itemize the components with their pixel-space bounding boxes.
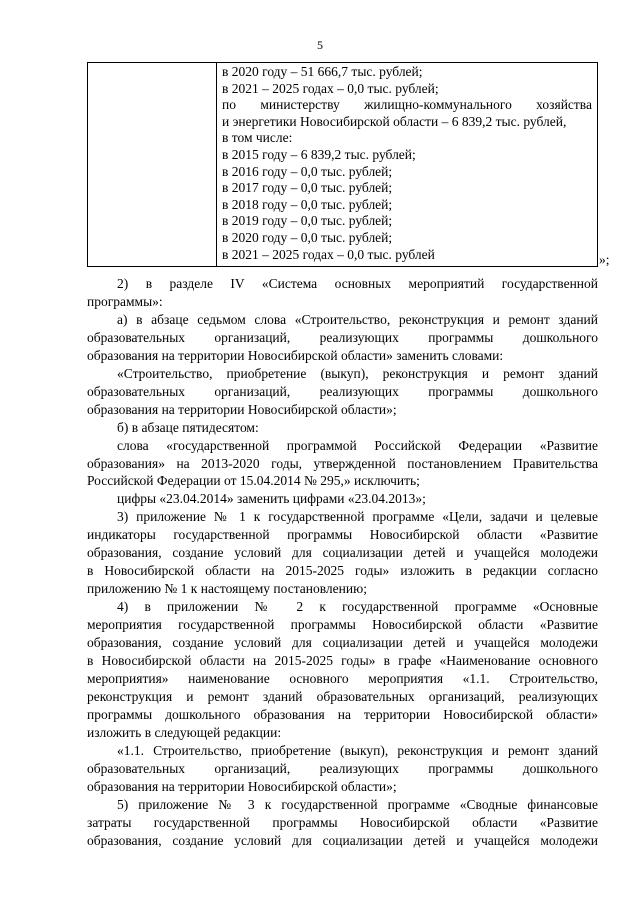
body-line: индикаторы государственной программы Новосибирской области «Развитие — [87, 527, 598, 543]
finance-table — [87, 62, 598, 267]
table-line: по министерству жилищно-коммунального хозяйства — [222, 97, 592, 113]
body-line: б) в абзаце пятидесятом: — [117, 419, 259, 435]
closing-quote: »; — [599, 252, 610, 267]
body-line: в Новосибирской области на 2015-2025 годы» в графе «Наименование основного — [87, 653, 598, 669]
table-line: в 2018 году – 0,0 тыс. рублей; — [222, 196, 393, 212]
table-line: в 2020 году – 51 666,7 тыс. рублей; — [222, 64, 423, 79]
body-line: Российской Федерации от 15.04.2014 № 295,» исключить; — [87, 473, 420, 489]
body-line: образовательных организаций, реализующих программы дошкольного — [87, 329, 598, 345]
body-line: а) в абзаце седьмом слова «Строительство, реконструкция и ремонт зданий — [117, 311, 598, 327]
table-line: в 2021 – 2025 годах – 0,0 тыс. рублей; — [222, 80, 439, 96]
table-line: в 2016 году – 0,0 тыс. рублей; — [222, 163, 393, 179]
body-line: «1.1. Строительство, приобретение (выкуп), реконструкция и ремонт зданий — [117, 742, 598, 758]
body-line: образования, создание условий для социализации детей и учащейся молодежи — [87, 832, 598, 848]
body-line: программы дошкольного образования на территории Новосибирской области» — [87, 706, 598, 722]
body-line: затраты государственной программы Новосибирской области «Развитие — [87, 814, 598, 830]
body-line: образования на территории Новосибирской области»; — [87, 401, 397, 417]
body-line: программы»: — [87, 293, 163, 309]
body-line: реконструкция и ремонт зданий образовательных организаций, реализующих — [87, 688, 598, 704]
body-line: 2) в разделе IV «Система основных мероприятий государственной — [117, 276, 598, 291]
body-line: образования на территории Новосибирской области»; — [87, 778, 397, 794]
body-line: образовательных организаций, реализующих программы дошкольного — [87, 760, 598, 776]
body-line: мероприятия государственной программы Новосибирской области «Развитие — [87, 617, 598, 633]
table-line: в 2017 году – 0,0 тыс. рублей; — [222, 180, 393, 196]
body-line: приложению № 1 к настоящему постановлению; — [87, 581, 367, 597]
body-line: изложить в следующей редакции: — [87, 724, 282, 740]
body-line: в Новосибирской области на 2015-2025 годы» изложить в редакции согласно — [87, 563, 598, 579]
body-line: образования, создание условий для социализации детей и учащейся молодежи — [87, 635, 598, 651]
body-line: 5) приложение № 3 к государственной программе «Сводные финансовые — [117, 796, 598, 812]
table-left-cell — [88, 63, 217, 266]
body-line: 4) в приложении № 2 к государственной программе «Основные — [117, 599, 598, 615]
body-line: «Строительство, приобретение (выкуп), реконструкция и ремонт зданий — [117, 365, 598, 381]
table-line: и энергетики Новосибирской области – 6 839,2 тыс. рублей, — [222, 113, 567, 129]
body-line: образования» на 2013-2020 годы, утвержденной постановлением Правительства — [87, 455, 598, 471]
body-line: образовательных организаций, реализующих программы дошкольного — [87, 383, 598, 399]
table-line: в том числе: — [222, 130, 293, 146]
table-line: в 2020 году – 0,0 тыс. рублей; — [222, 229, 393, 245]
page-number: 5 — [317, 38, 323, 52]
table-right-cell — [222, 64, 592, 263]
body-line: 3) приложение № 1 к государственной программе «Цели, задачи и целевые — [117, 509, 598, 525]
body-line: образования на территории Новосибирской области» заменить словами: — [87, 347, 504, 363]
document-body — [87, 275, 598, 850]
body-line: слова «государственной программой Российской Федерации «Развитие — [117, 437, 598, 453]
table-line: в 2019 году – 0,0 тыс. рублей; — [222, 213, 393, 229]
body-line: цифры «23.04.2014» заменить цифрами «23.04.2013»; — [117, 491, 426, 507]
table-line: в 2021 – 2025 годах – 0,0 тыс. рублей — [222, 246, 435, 262]
body-line: мероприятия» наименование основного мероприятия «1.1. Строительство, — [87, 670, 598, 686]
table-line: в 2015 году – 6 839,2 тыс. рублей; — [222, 146, 416, 162]
body-line: образования, создание условий для социализации детей и учащейся молодежи — [87, 545, 598, 561]
